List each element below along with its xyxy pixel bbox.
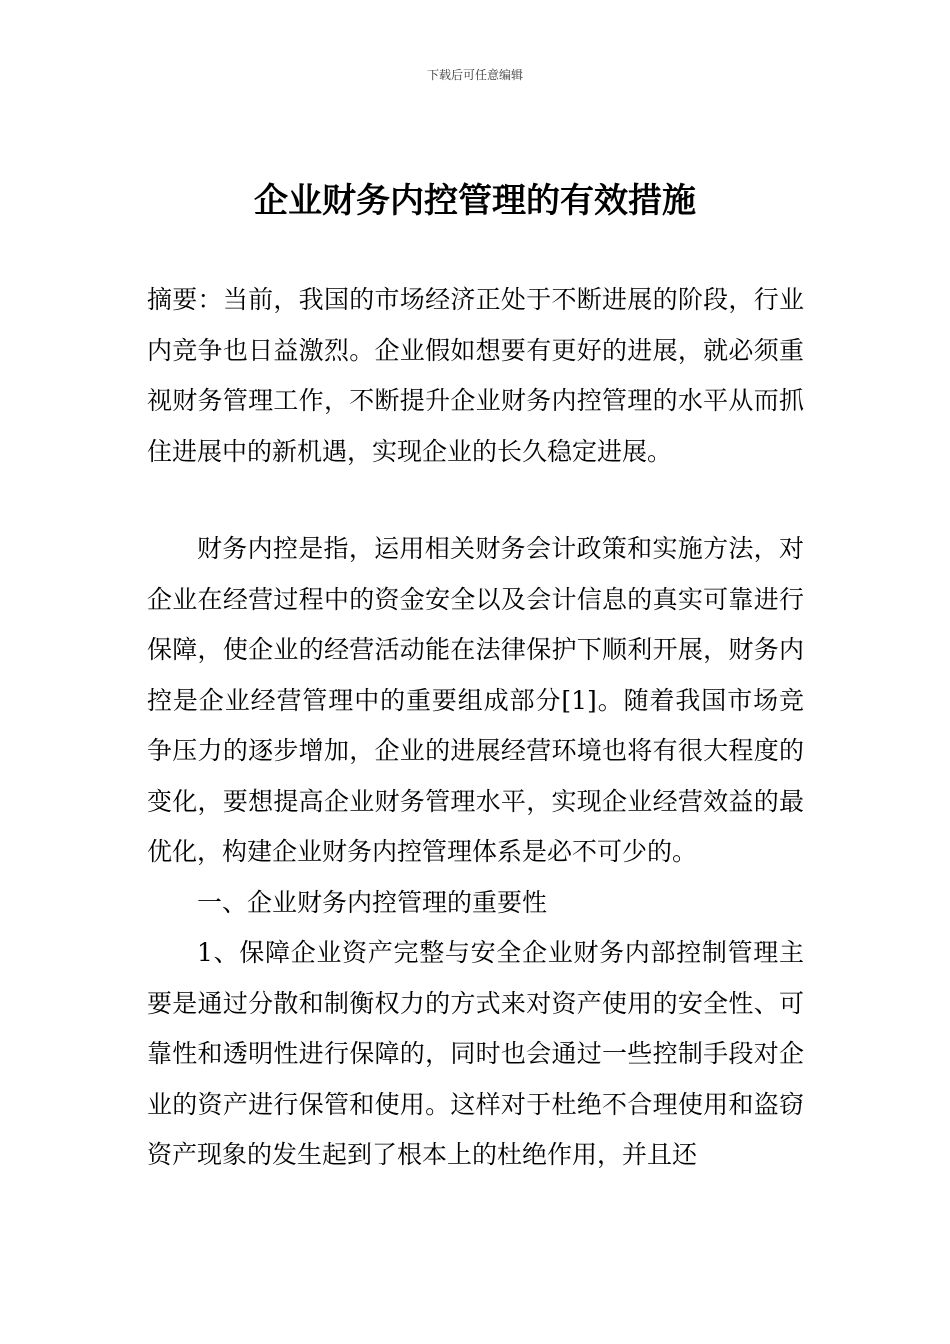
section-heading-importance: 一、企业财务内控管理的重要性 <box>197 887 548 917</box>
body-paragraph-intro: 财务内控是指，运用相关财务会计政策和实施方法，对企业在经营过程中的资金安全以及会计信息的真实可靠进行保障，使企业的经营活动能在法律保护下顺利开展，财务内控是企业经营管理中的重要组成部分[1]。随着我国市场竞争压力的逐步增加，企业的进展经营环境也将有很大程度的变化，要想提高企业财务管理水平，实现企业经营效益的最优化，构建企业财务内控管理体系是必不可少的。 <box>147 534 804 866</box>
body-paragraph-asset-security: 1、保障企业资产完整与安全企业财务内部控制管理主要是通过分散和制衡权力的方式来对资产使用的安全性、可靠性和透明性进行保障的，同时也会通过一些控制手段对企业的资产进行保管和使用。这样对于杜绝不合理使用和盗窃资产现象的发生起到了根本上的杜绝作用，并且还 <box>147 938 804 1169</box>
page-header-note: 下载后可任意编辑 <box>426 68 523 82</box>
document-title: 企业财务内控管理的有效措施 <box>254 181 696 221</box>
abstract-paragraph: 摘要：当前，我国的市场经济正处于不断进展的阶段，行业内竞争也日益激烈。企业假如想要有更好的进展，就必须重视财务管理工作，不断提升企业财务内控管理的水平从而抓住进展中的新机遇，实现企业的长久稳定进展。 <box>147 285 804 466</box>
main-text <box>147 524 804 1181</box>
